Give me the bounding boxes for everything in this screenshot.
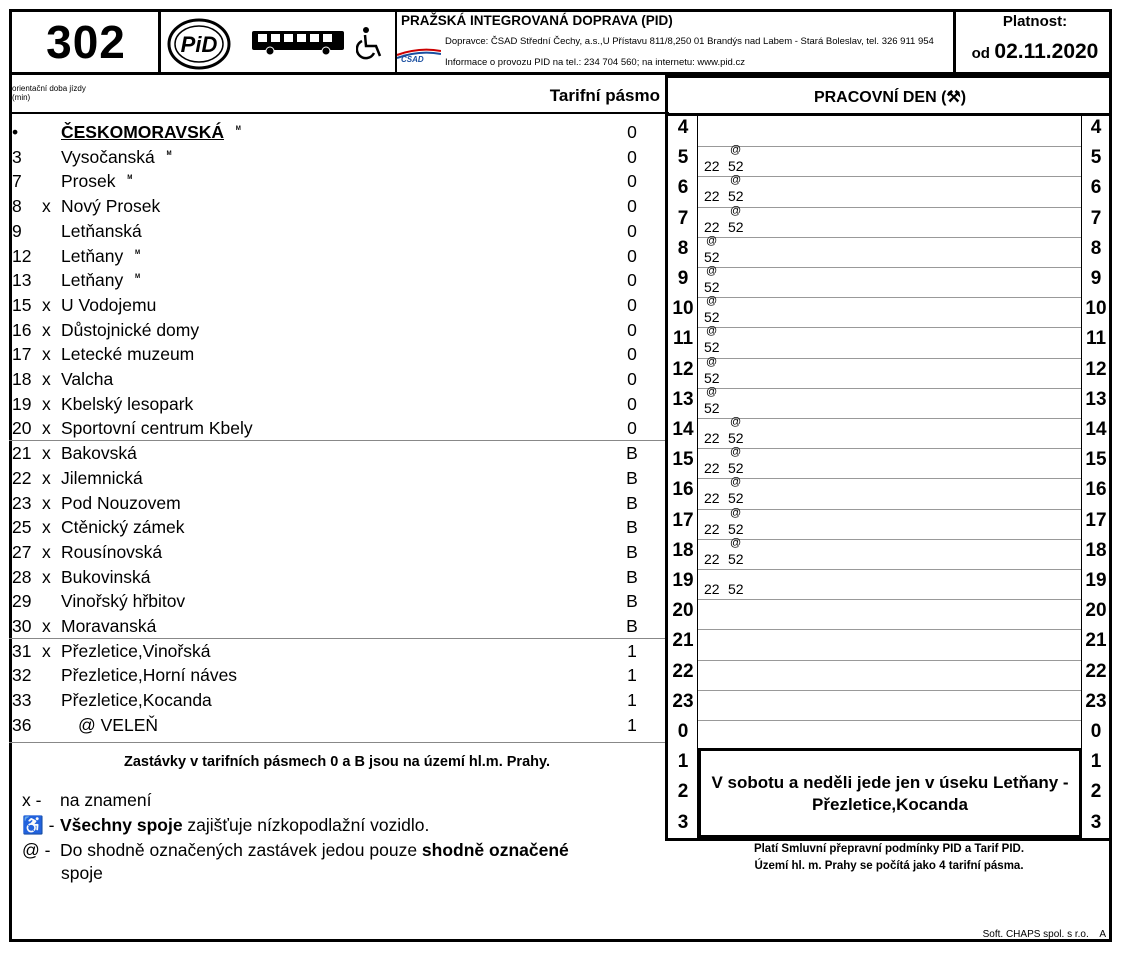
stop-name: ČESKOMORAVSKÁ [61, 122, 225, 142]
stop-name-wrap [61, 639, 210, 663]
conditions-note: Platí Smluvní přepravní podmínky PID a Tarif PID. Území hl. m. Prahy se počítá jako 4 tarifní pásma. [753, 843, 1025, 872]
legend-text: Do shodně označených zastávek jedou pouze [60, 840, 422, 860]
divider [665, 75, 1112, 78]
stop-name-wrap [61, 614, 156, 638]
stop-name: Letňanská [61, 220, 142, 241]
stop-row [12, 318, 652, 342]
stop-row [12, 491, 652, 515]
divider [665, 75, 668, 841]
stop-flag: x [42, 294, 51, 315]
marked-trip-icon: @ [706, 355, 718, 368]
departure-minute: 52 [728, 490, 744, 507]
marked-trip-icon: @ [706, 385, 718, 398]
stop-duration: 12 [12, 245, 32, 266]
hour-label: 4 [1090, 117, 1102, 138]
departure-minute: 52 [704, 279, 720, 295]
stop-name: Letňany [61, 245, 124, 266]
stop-zone: B [626, 541, 638, 562]
hour-label: 13 [1085, 388, 1107, 410]
metro-icon: ᴹ [135, 247, 140, 258]
stop-duration: 15 [12, 294, 32, 315]
row-divider [698, 237, 1081, 238]
stop-zone: 1 [627, 690, 637, 711]
footer-credit: Soft. CHAPS spol. s r.o. A [982, 929, 1106, 940]
stop-name-wrap [61, 318, 199, 342]
departure-minute: 52 [728, 460, 744, 477]
stop-row [12, 515, 652, 539]
divider [158, 12, 161, 73]
departure-minute: 22 [704, 158, 720, 175]
stop-duration: 8 [12, 196, 22, 217]
svg-text:PiD: PiD [180, 32, 218, 57]
departure-minute: 22 [704, 550, 720, 567]
stop-row [12, 244, 652, 268]
row-divider [698, 569, 1081, 570]
stop-duration: 22 [12, 467, 32, 488]
departure-minute: 22 [704, 460, 720, 477]
hour-label: 20 [672, 600, 694, 622]
divider [953, 12, 956, 73]
stop-row [12, 713, 652, 737]
stop-name: Vinořský hřbitov [61, 591, 186, 612]
departure-minute: 52 [704, 309, 720, 326]
stop-zone: B [626, 443, 638, 464]
stop-name-wrap [61, 416, 253, 440]
stop-name: U Vodojemu [61, 294, 157, 315]
stop-name-wrap [61, 565, 151, 589]
legend-bold: shodně označené [421, 840, 569, 860]
hour-label: 20 [1085, 600, 1107, 622]
hour-label: 6 [677, 177, 689, 199]
stop-duration: 36 [12, 714, 32, 735]
stop-row [12, 145, 652, 169]
hour-label: 16 [1085, 479, 1107, 501]
stop-duration: 7 [12, 171, 22, 192]
marked-trip-icon: @ [730, 416, 742, 428]
stop-zone: 1 [627, 640, 637, 661]
stop-row [12, 367, 652, 391]
marked-trip-icon: @ [730, 536, 742, 549]
stop-duration: 18 [12, 369, 32, 389]
stop-row [12, 268, 652, 292]
weekend-note: V sobotu a neděli jede jen v úseku Letňany - Přezletice,Kocanda [711, 773, 1069, 814]
stop-duration: 20 [12, 418, 32, 439]
legend-text: zajišťuje nízkopodlažní vozidlo. [182, 815, 430, 835]
departure-minute: 52 [728, 581, 744, 597]
hour-label: 9 [677, 268, 689, 289]
stop-name-wrap [61, 120, 241, 144]
hour-label: 8 [677, 237, 689, 259]
hour-label: 12 [672, 358, 694, 380]
stop-name: Nový Prosek [61, 196, 161, 217]
stop-row [12, 614, 652, 638]
hour-label: 13 [672, 388, 694, 410]
departure-minute: 52 [728, 218, 744, 235]
legend-bold: Všechny spoje [60, 815, 183, 835]
stop-zone: 0 [627, 393, 637, 414]
legend-text-cont: spoje [61, 863, 103, 883]
stop-row [12, 194, 652, 218]
stop-row [12, 293, 652, 317]
stop-zone: B [626, 566, 638, 587]
departure-minute: 52 [704, 248, 720, 265]
tariff-zone-header: Tarifní pásmo [549, 86, 660, 105]
stop-name-wrap [61, 515, 185, 539]
hour-label: 18 [672, 539, 694, 561]
zone-divider [9, 638, 665, 639]
stop-name: Sportovní centrum Kbely [61, 418, 253, 439]
stop-name-wrap [61, 392, 193, 416]
stop-flag: x [42, 196, 51, 217]
stop-name-wrap [61, 688, 212, 712]
stop-flag: x [42, 566, 51, 587]
agency-name: PRAŽSKÁ INTEGROVANÁ DOPRAVA (PID) [401, 13, 673, 28]
svg-text:ČSAD: ČSAD [401, 55, 424, 63]
departure-minute: 22 [704, 188, 720, 205]
zone-divider [9, 742, 665, 743]
row-divider [698, 509, 1081, 510]
stop-duration: 17 [12, 344, 32, 365]
hour-label: 2 [677, 781, 689, 803]
stop-flag: x [42, 467, 51, 488]
hour-label: 17 [1085, 509, 1107, 531]
stop-duration: 29 [12, 591, 32, 612]
stop-zone: 0 [627, 146, 637, 167]
stop-name: Valcha [61, 369, 114, 389]
legend-on-request [22, 788, 151, 812]
stop-name: Důstojnické domy [61, 319, 200, 340]
zone-note: Zastávky v tarifních pásmech 0 a B jsou na území hl.m. Prahy. [123, 754, 551, 770]
hour-label: 15 [672, 449, 694, 471]
stop-name-wrap [61, 441, 137, 465]
departure-minute: 52 [728, 550, 744, 567]
hour-label: 9 [1090, 268, 1102, 289]
stop-flag: x [42, 492, 51, 513]
stop-zone: B [626, 591, 638, 612]
divider [665, 113, 1112, 116]
hour-label: 10 [1085, 298, 1107, 320]
departure-minute: 52 [728, 520, 744, 537]
marked-trip-icon: @ [706, 265, 718, 277]
stop-name: Rousínovská [61, 541, 163, 562]
stop-name-wrap [61, 244, 140, 268]
hour-label: 15 [1085, 449, 1107, 471]
row-divider [698, 267, 1081, 268]
departure-minute: 52 [704, 369, 720, 386]
stop-duration: 3 [12, 146, 22, 167]
departure-minute: 52 [728, 188, 744, 205]
stop-duration: 23 [12, 492, 32, 513]
wheelchair-icon [356, 26, 384, 60]
row-divider [698, 448, 1081, 449]
stop-row [12, 120, 652, 144]
validity-value: 02.11.2020 [994, 40, 1099, 63]
departure-minute: 52 [704, 339, 720, 356]
stop-zone: 0 [627, 122, 637, 142]
stop-name: Pod Nouzovem [61, 492, 181, 513]
stop-row [12, 565, 652, 589]
stop-flag: x [42, 443, 51, 464]
legend-text: na znamení [60, 790, 152, 810]
row-divider [698, 146, 1081, 147]
stop-zone: 0 [627, 245, 637, 266]
stop-duration: 27 [12, 541, 32, 562]
stop-zone: 0 [627, 369, 637, 389]
stop-zone: B [626, 517, 638, 538]
stop-flag: x [42, 393, 51, 414]
stop-name-wrap [61, 367, 113, 391]
hour-label: 22 [1085, 660, 1107, 682]
weekday-header: PRACOVNÍ DEN (⚒) [813, 89, 967, 106]
divider [9, 112, 669, 114]
departure-minute: 22 [704, 430, 720, 446]
stop-name-wrap [61, 293, 156, 317]
hour-label: 14 [672, 419, 694, 440]
departure-minute: 22 [704, 581, 720, 597]
stop-zone: 0 [627, 220, 637, 241]
stop-name: Bakovská [61, 443, 137, 464]
stop-duration: 31 [12, 640, 32, 661]
stop-name: Kbelský lesopark [61, 393, 194, 414]
legend-symbol: x - [22, 790, 42, 810]
stop-flag: x [42, 616, 51, 636]
divider [1081, 116, 1082, 841]
marked-trip-icon: @ [706, 325, 718, 338]
stop-name: Vysočanská [61, 146, 155, 167]
hour-label: 19 [1085, 570, 1107, 591]
stop-name-wrap [61, 540, 162, 564]
stop-name-wrap [61, 194, 160, 218]
row-divider [698, 690, 1081, 691]
stop-zone: 0 [627, 344, 637, 365]
validity-prefix: od [971, 45, 990, 62]
marked-trip-icon: @ [730, 174, 742, 187]
stop-name-wrap [61, 342, 194, 366]
marked-trip-icon: @ [706, 234, 718, 247]
stop-row [12, 540, 652, 564]
row-divider [698, 358, 1081, 359]
hour-label: 5 [677, 147, 689, 169]
hour-label: 23 [1085, 690, 1107, 712]
stop-duration: • [12, 122, 19, 142]
departure-minute: 22 [704, 218, 720, 235]
stop-name: @ VELEŇ [78, 714, 159, 735]
hour-label: 14 [1085, 419, 1107, 440]
stop-duration: 30 [12, 616, 32, 636]
legend-marked [22, 838, 569, 862]
duration-label: orientační doba jízdy (min) [12, 84, 86, 102]
stop-zone: 0 [627, 294, 637, 315]
carrier-info: Dopravce: ČSAD Střední Čechy, a.s.,U Přístavu 811/8,250 01 Brandýs nad Labem - Stará Boleslav, tel. 326 911 954 [445, 36, 934, 47]
stop-name: Letecké muzeum [61, 344, 195, 365]
hour-label: 0 [1090, 721, 1102, 742]
stop-name: Přezletice,Vinořská [61, 640, 211, 661]
metro-icon: ᴹ [127, 173, 133, 184]
departure-minute: 52 [704, 399, 720, 416]
stop-row [12, 416, 652, 440]
stop-name-wrap [61, 466, 143, 490]
stop-name: Letňany [61, 270, 124, 291]
metro-icon: ᴹ [135, 272, 140, 283]
departure-minute: 22 [704, 520, 720, 537]
hour-label: 1 [677, 751, 689, 773]
row-divider [698, 418, 1081, 419]
zone-divider [9, 440, 665, 441]
stop-name-wrap [61, 169, 132, 193]
pid-logo [166, 16, 232, 72]
hour-label: 5 [1090, 147, 1102, 169]
stop-row [12, 342, 652, 366]
stop-row [12, 219, 652, 243]
hour-label: 3 [1090, 811, 1102, 833]
stop-duration: 19 [12, 393, 32, 414]
stop-name: Přezletice,Kocanda [61, 690, 212, 711]
hour-label: 4 [677, 117, 689, 138]
legend-symbol: ♿ - [22, 815, 55, 835]
stop-name-wrap [61, 589, 185, 613]
hour-label: 16 [672, 479, 694, 501]
stop-name: Jilemnická [61, 467, 143, 488]
hour-label: 12 [1085, 358, 1107, 380]
row-divider [698, 207, 1081, 208]
hour-label: 6 [1090, 177, 1102, 199]
stop-duration: 9 [12, 220, 22, 241]
metro-icon: ᴹ [166, 148, 172, 159]
stop-duration: 25 [12, 517, 32, 538]
stop-flag: x [42, 418, 51, 439]
stop-row [12, 441, 652, 465]
stop-row [12, 688, 652, 712]
stop-name: Přezletice,Horní náves [61, 665, 238, 686]
stop-zone: 0 [627, 418, 637, 439]
hour-label: 21 [1085, 630, 1107, 652]
stop-zone: 0 [627, 196, 637, 217]
metro-icon: ᴹ [236, 124, 241, 134]
row-divider [698, 720, 1081, 721]
bus-icon [250, 28, 348, 56]
hour-label: 8 [1090, 237, 1102, 259]
departure-minute: 22 [704, 490, 720, 507]
stop-name-wrap [61, 145, 171, 169]
stop-name: Ctěnický zámek [61, 517, 185, 538]
marked-trip-icon: @ [730, 476, 742, 489]
departure-minute: 52 [728, 430, 744, 446]
stop-row [12, 392, 652, 416]
row-divider [698, 327, 1081, 328]
stop-name-wrap [61, 491, 181, 515]
stop-zone: 1 [627, 714, 637, 735]
stop-duration: 28 [12, 566, 32, 587]
hour-label: 7 [677, 207, 689, 229]
hour-label: 11 [672, 328, 694, 350]
stop-duration: 21 [12, 443, 32, 464]
stop-zone: 0 [627, 270, 637, 291]
hour-label: 11 [1085, 328, 1107, 350]
validity-date [958, 40, 1112, 64]
stop-zone: 1 [627, 665, 637, 686]
hour-label: 18 [1085, 539, 1107, 561]
stop-zone: B [626, 492, 638, 513]
stop-name-wrap [61, 219, 142, 243]
stop-name-wrap [61, 663, 237, 687]
legend-low-floor [22, 813, 429, 837]
stop-zone: 0 [627, 171, 637, 192]
hour-label: 21 [672, 630, 694, 652]
validity-label: Platnost: [1002, 13, 1068, 30]
hour-label: 23 [672, 690, 694, 712]
hour-label: 1 [1090, 751, 1102, 773]
hour-label: 19 [672, 570, 694, 591]
hour-label: 7 [1090, 207, 1102, 229]
stop-name: Bukovinská [61, 566, 151, 587]
route-number: 302 [46, 16, 126, 68]
stop-duration: 16 [12, 319, 32, 340]
stop-duration: 32 [12, 665, 32, 686]
stop-flag: x [42, 319, 51, 340]
row-divider [698, 478, 1081, 479]
stop-flag: x [42, 640, 51, 661]
marked-trip-icon: @ [730, 144, 742, 157]
carrier-logo [397, 43, 441, 63]
stop-flag: x [42, 369, 51, 389]
row-divider [698, 629, 1081, 630]
hour-label: 10 [672, 298, 694, 320]
hour-label: 22 [672, 660, 694, 682]
row-divider [698, 388, 1081, 389]
marked-trip-icon: @ [730, 446, 742, 459]
hour-label: 2 [1090, 781, 1102, 803]
departure-minute: 52 [728, 158, 744, 175]
stop-duration: 13 [12, 270, 32, 291]
stop-name: Prosek [61, 171, 116, 192]
stop-name-wrap [78, 713, 158, 737]
stop-flag: x [42, 541, 51, 562]
stop-name: Moravanská [61, 616, 157, 636]
stop-row [12, 663, 652, 687]
marked-trip-icon: @ [730, 204, 742, 217]
stop-row [12, 589, 652, 613]
stop-row [12, 466, 652, 490]
contact-info: Informace o provozu PID na tel.: 234 704 560; na internetu: www.pid.cz [445, 57, 745, 68]
marked-trip-icon: @ [730, 506, 742, 519]
stop-duration: 33 [12, 690, 32, 711]
stop-row [12, 169, 652, 193]
hour-label: 3 [677, 811, 689, 833]
row-divider [698, 176, 1081, 177]
stop-zone: B [626, 467, 638, 488]
stop-row [12, 639, 652, 663]
stop-flag: x [42, 517, 51, 538]
marked-trip-icon: @ [706, 295, 718, 308]
row-divider [698, 599, 1081, 600]
row-divider [698, 539, 1081, 540]
legend-symbol: @ - [22, 840, 51, 860]
stop-zone: 0 [627, 319, 637, 340]
stop-name-wrap [61, 268, 140, 292]
stop-flag: x [42, 344, 51, 365]
row-divider [698, 660, 1081, 661]
hour-label: 0 [677, 721, 689, 742]
row-divider [698, 297, 1081, 298]
hour-label: 17 [672, 509, 694, 531]
stop-zone: B [626, 616, 638, 636]
